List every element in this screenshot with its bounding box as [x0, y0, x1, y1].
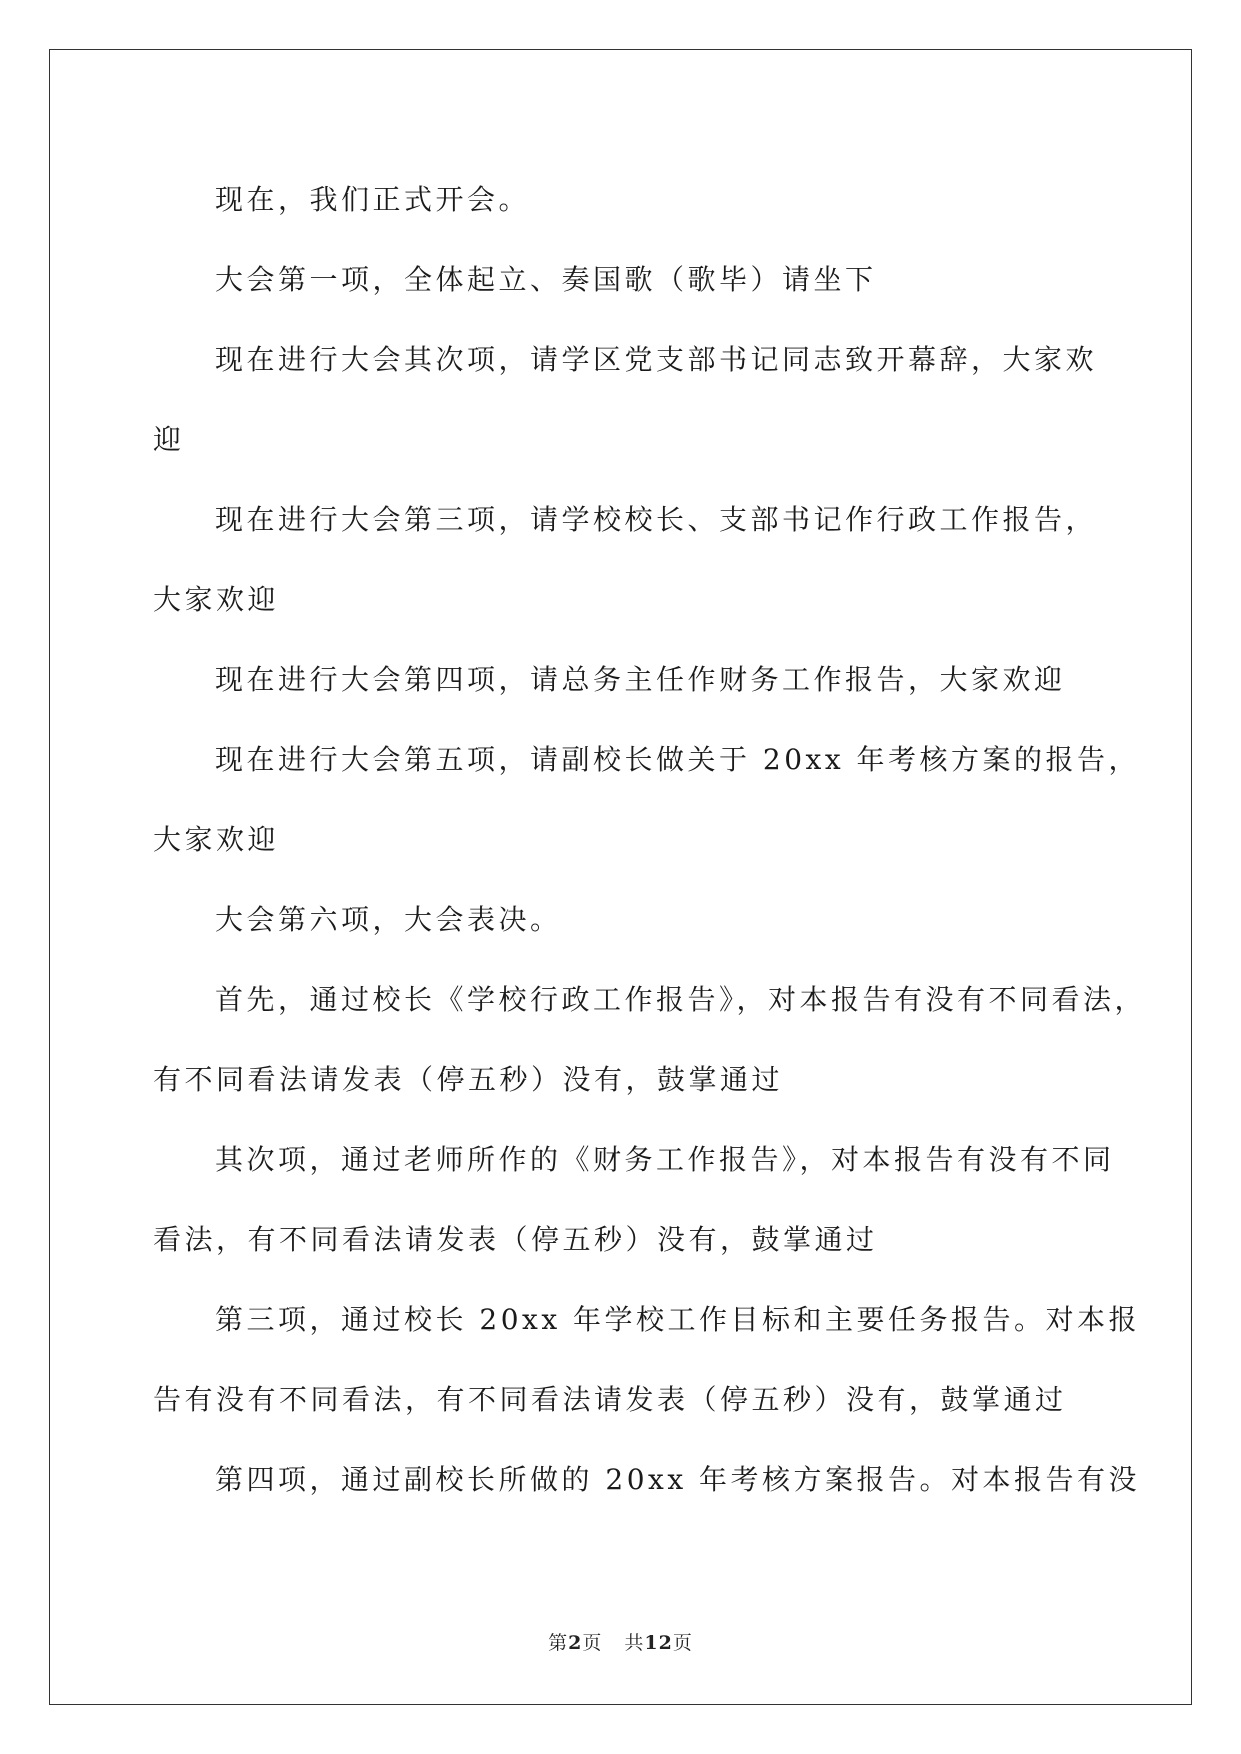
- paragraph-3: [153, 320, 1113, 480]
- current-page-number: 2: [568, 1632, 583, 1654]
- text-line: 现在进行大会第五项，请副校长做关于 20xx 年考核方案的报告，: [215, 743, 1141, 776]
- paragraph-7: [153, 880, 1113, 960]
- text-line: 看法，有不同看法请发表（停五秒）没有，鼓掌通过: [153, 1223, 878, 1256]
- text-line: 迎: [153, 423, 185, 456]
- paragraph-5: [153, 640, 1113, 720]
- text-line: 大会第一项，全体起立、奏国歌（歌毕）请坐下: [215, 263, 877, 296]
- paragraph-6: [153, 720, 1141, 880]
- text-line: 首先，通过校长《学校行政工作报告》，对本报告有没有不同看法，: [215, 983, 1147, 1016]
- document-body: [153, 160, 1147, 1520]
- paragraph-8: [153, 960, 1147, 1120]
- page-label-unit: 页: [582, 1632, 603, 1654]
- text-line: 第四项，通过副校长所做的 20xx 年考核方案报告。对本报告有没: [215, 1463, 1141, 1496]
- paragraph-1: [153, 160, 1113, 240]
- page-footer: [0, 1628, 1241, 1655]
- text-line: 告有没有不同看法，有不同看法请发表（停五秒）没有，鼓掌通过: [153, 1383, 1067, 1416]
- total-label-unit: 页: [672, 1632, 693, 1654]
- text-line: 现在进行大会其次项，请学区党支部书记同志致开幕辞，大家欢: [215, 343, 1098, 376]
- paragraph-9: [153, 1120, 1113, 1280]
- total-label-prefix: 共: [624, 1632, 645, 1654]
- text-line: 现在，我们正式开会。: [215, 183, 531, 216]
- text-line: 第三项，通过校长 20xx 年学校工作目标和主要任务报告。对本报: [215, 1303, 1141, 1336]
- paragraph-2: [153, 240, 1113, 320]
- text-line: 其次项，通过老师所作的《财务工作报告》，对本报告有没有不同: [215, 1143, 1115, 1176]
- paragraph-10: [153, 1280, 1141, 1440]
- text-line: 现在进行大会第三项，请学校校长、支部书记作行政工作报告，: [215, 503, 1098, 536]
- text-line: 大会第六项，大会表决。: [215, 903, 562, 936]
- text-line: 大家欢迎: [153, 583, 280, 616]
- total-page-count: 12: [644, 1632, 673, 1654]
- text-line: 有不同看法请发表（停五秒）没有，鼓掌通过: [153, 1063, 784, 1096]
- paragraph-4: [153, 480, 1113, 640]
- page-label-prefix: 第: [548, 1632, 569, 1654]
- text-line: 大家欢迎: [153, 823, 280, 856]
- paragraph-11: [153, 1440, 1141, 1520]
- text-line: 现在进行大会第四项，请总务主任作财务工作报告，大家欢迎: [215, 663, 1066, 696]
